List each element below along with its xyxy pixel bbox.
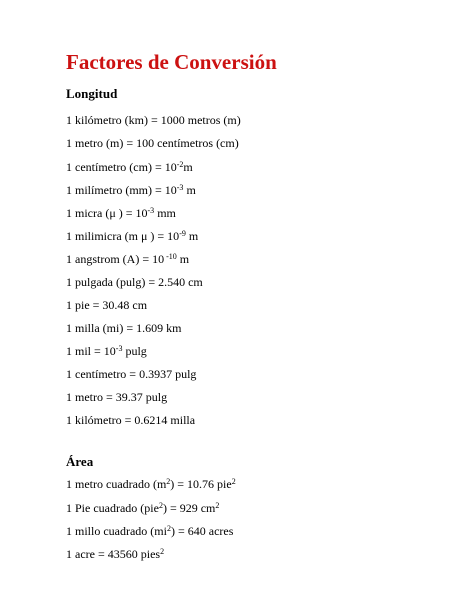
conversion-line: 1 mil = $10^{-3}$ pulg bbox=[66, 344, 147, 358]
section-heading: Área bbox=[66, 454, 94, 469]
conversion-line: 1 metro = 39.37 pulg bbox=[66, 390, 168, 404]
conversion-line: 1 milímetro $(mm) = 10^{-3}$ m bbox=[66, 183, 196, 197]
conversion-line: 1 kilómetro = 0.6214 milla bbox=[66, 413, 196, 427]
conversion-line: 1 kilómetro (km) = 1000 metros (m) bbox=[66, 113, 241, 127]
conversion-line: 1 centímetro = 0.3937 pulg bbox=[66, 367, 197, 381]
conversion-line: 1 angstrom (A) = 10 $^{-10}$ m bbox=[66, 252, 190, 266]
conversion-line: 1 micra (μ ) = $10^{-3}$ mm bbox=[66, 206, 176, 220]
conversion-line: 1 acre = 43560 pies$^2$ bbox=[66, 547, 165, 561]
conversion-line: 1 pulgada (pulg) = 2.540 cm bbox=[66, 275, 203, 289]
page-title: Factores de Conversión bbox=[66, 50, 277, 74]
conversion-line: 1 millo cuadrado $(mi^2) = 640$ acres bbox=[66, 524, 234, 538]
conversion-line: 1 milimicra (m μ ) = $10^{-9}$ m bbox=[66, 229, 199, 243]
conversion-line: 1 milla (mi) = 1.609 km bbox=[66, 321, 182, 335]
conversion-line: 1 metro (m) = 100 centímetros (cm) bbox=[66, 136, 239, 150]
section-heading: Longitud bbox=[66, 86, 118, 101]
conversion-line: 1 Pie cuadrado (pie$^2$) = 929 $cm^2$ bbox=[66, 501, 220, 515]
conversion-line: 1 centímetro $(cm) = 10^{-2}m$ bbox=[66, 160, 193, 174]
conversion-line: 1 pie = 30.48 cm bbox=[66, 298, 148, 312]
conversion-line: 1 metro cuadrado $(m^2) = 10.76$ pie$^2$ bbox=[66, 477, 236, 491]
